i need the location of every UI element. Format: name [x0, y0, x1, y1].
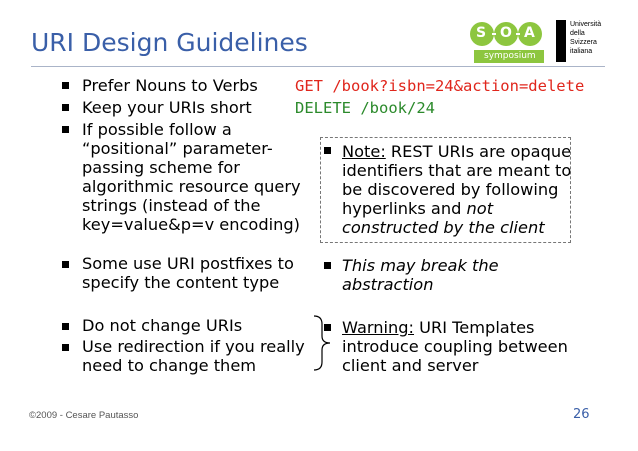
text-line: This may break the	[342, 256, 499, 275]
slide-title: URI Design Guidelines	[31, 28, 308, 57]
logo-letter-o: O	[500, 25, 512, 41]
delete-uri-example: DELETE /book/24	[295, 99, 435, 117]
bullet-redirection	[82, 337, 305, 375]
title-divider	[31, 66, 605, 67]
bullet-icon	[62, 344, 69, 351]
text-line: passing scheme for	[82, 158, 240, 177]
bullet-uri-postfixes	[82, 254, 294, 292]
brace-icon	[310, 314, 336, 372]
bullet-prefer-nouns: Prefer Nouns to Verbs	[82, 76, 258, 95]
text-line: need to change them	[82, 356, 257, 375]
university-name-line: Università	[570, 21, 602, 28]
text-line: If possible follow a	[82, 120, 232, 139]
bullet-icon	[62, 82, 69, 89]
note-emphasis: not	[466, 199, 494, 218]
bullet-icon	[324, 147, 331, 154]
text-line: URI Templates	[414, 318, 535, 337]
bullet-icon	[62, 126, 69, 133]
bullet-icon	[324, 324, 331, 331]
university-name-line: italiana	[570, 48, 593, 55]
text-line: client and server	[342, 356, 479, 375]
warning-text	[342, 318, 568, 375]
university-logo-mark	[556, 20, 566, 62]
text-line: hyperlinks and	[342, 199, 467, 218]
bullet-icon	[62, 261, 69, 268]
text-line: algorithmic resource query	[82, 177, 301, 196]
page-number: 26	[573, 407, 590, 422]
bullet-icon	[324, 262, 331, 269]
text-line: be discovered by following	[342, 180, 559, 199]
logo-subtitle: symposium	[484, 51, 536, 61]
logo-letter-s: S	[476, 25, 487, 41]
bullet-icon	[62, 323, 69, 330]
university-name-line: della	[570, 30, 585, 37]
text-line: key=value&p=v encoding)	[82, 215, 300, 234]
note-emphasis-line: constructed by the client	[342, 218, 545, 237]
get-uri-example: GET /book?isbn=24&action=delete	[295, 77, 585, 95]
bullet-positional-scheme	[82, 120, 301, 234]
university-name	[570, 20, 601, 56]
soa-symposium-logo	[470, 20, 550, 64]
university-logo	[556, 20, 606, 64]
text-line: “positional” parameter-	[82, 139, 273, 158]
text-line: introduce coupling between	[342, 337, 568, 356]
text-line: Use redirection if you really	[82, 337, 305, 356]
bullet-short-uris: Keep your URIs short	[82, 98, 252, 117]
bullet-do-not-change: Do not change URIs	[82, 316, 243, 335]
text-line: identifiers that are meant to	[342, 161, 572, 180]
copyright-footer: ©2009 - Cesare Pautasso	[29, 410, 139, 421]
warning-label: Warning:	[342, 318, 415, 337]
text-line: abstraction	[342, 275, 434, 294]
text-line: strings (instead of the	[82, 196, 261, 215]
note-text	[342, 142, 571, 237]
abstraction-warning	[342, 256, 499, 294]
logo-letter-a: A	[524, 25, 535, 41]
note-label: Note:	[342, 142, 386, 161]
university-name-line: Svizzera	[570, 39, 597, 46]
text-line: REST URIs are opaque	[385, 142, 572, 161]
text-line: Some use URI postfixes to	[82, 254, 294, 273]
bullet-icon	[62, 104, 69, 111]
text-line: specify the content type	[82, 273, 280, 292]
